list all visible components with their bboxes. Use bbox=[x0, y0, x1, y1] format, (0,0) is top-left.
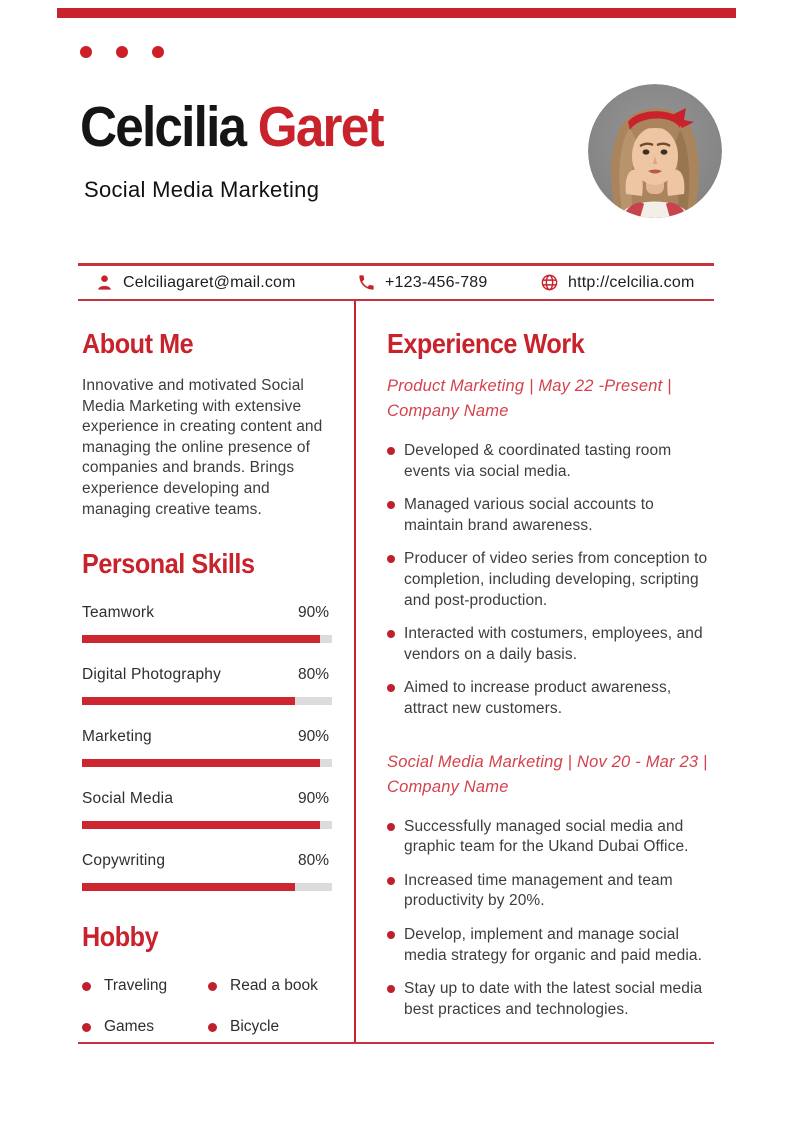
skill-percent: 80% bbox=[297, 852, 329, 870]
red-dot-icon bbox=[116, 46, 128, 58]
hobby-item bbox=[208, 977, 332, 995]
hobby-title: Hobby bbox=[82, 921, 159, 953]
skill-item bbox=[82, 852, 332, 891]
profile-photo bbox=[588, 84, 722, 218]
skill-bar-track bbox=[82, 883, 332, 891]
person-last-name: Garet bbox=[257, 95, 383, 159]
about-text: Innovative and motivated Social Media Marketing with extensive experience in creating content and managing the online presence of companies and brands. Brings experience developing and managing creative teams. bbox=[82, 377, 323, 518]
skill-percent: 80% bbox=[297, 666, 329, 684]
portrait-illustration bbox=[588, 84, 722, 218]
job-bullet: Producer of video series from conception to completion, including developing, scripting and post-production. bbox=[387, 549, 717, 611]
right-column bbox=[387, 328, 717, 1033]
hobby-label: Games bbox=[104, 1018, 154, 1036]
hobby-item bbox=[82, 1018, 208, 1036]
job-bullet-list bbox=[387, 817, 717, 1021]
job-bullet: Managed various social accounts to maintain brand awareness. bbox=[387, 495, 717, 536]
job-bullet: Interacted with costumers, employees, and vendors on a daily basis. bbox=[387, 624, 717, 665]
left-column bbox=[82, 328, 332, 1036]
skill-bar-fill bbox=[82, 759, 320, 767]
red-dot-icon bbox=[152, 46, 164, 58]
phone-text: +123-456-789 bbox=[385, 273, 488, 291]
job-title: Social Media Marketing bbox=[84, 177, 320, 202]
job-bullet: Develop, implement and manage social media strategy for organic and paid media. bbox=[387, 925, 717, 966]
skill-bar-track bbox=[82, 697, 332, 705]
hobby-item bbox=[82, 977, 208, 995]
skill-bar-fill bbox=[82, 883, 295, 891]
skill-percent: 90% bbox=[297, 604, 329, 622]
person-first-name: Celcilia bbox=[80, 95, 246, 159]
skill-label: Digital Photography bbox=[82, 666, 222, 684]
skill-bar-track bbox=[82, 821, 332, 829]
skill-bar-track bbox=[82, 635, 332, 643]
job-meta: Product Marketing | May 22 -Present | Company Name bbox=[387, 377, 672, 420]
hobby-label: Bicycle bbox=[230, 1018, 280, 1036]
bullet-dot-icon bbox=[208, 1023, 217, 1032]
globe-icon bbox=[540, 273, 559, 292]
job-bullet: Increased time management and team productivity by 20%. bbox=[387, 871, 717, 912]
skill-percent: 90% bbox=[297, 728, 329, 746]
skill-label: Teamwork bbox=[82, 604, 155, 622]
skills-title: Personal Skills bbox=[82, 548, 255, 580]
contact-website[interactable] bbox=[540, 273, 695, 292]
hobby-item bbox=[208, 1018, 332, 1036]
skill-bar-fill bbox=[82, 635, 320, 643]
skill-bar-fill bbox=[82, 821, 320, 829]
job-bullet: Aimed to increase product awareness, attract new customers. bbox=[387, 678, 717, 719]
contact-email[interactable] bbox=[95, 273, 357, 292]
skill-item bbox=[82, 728, 332, 767]
skill-item bbox=[82, 604, 332, 643]
about-title: About Me bbox=[82, 328, 194, 359]
skill-bar-track bbox=[82, 759, 332, 767]
bullet-dot-icon bbox=[82, 1023, 91, 1032]
experience-title: Experience Work bbox=[387, 328, 585, 359]
skills-list bbox=[82, 604, 332, 891]
job-meta: Social Media Marketing | Nov 20 - Mar 23 | Company Name bbox=[387, 752, 708, 796]
contact-phone[interactable] bbox=[357, 273, 540, 292]
person-name bbox=[80, 94, 383, 160]
hobby-label: Read a book bbox=[230, 977, 318, 995]
skill-item bbox=[82, 666, 332, 705]
email-text: Celciliagaret@mail.com bbox=[123, 273, 296, 291]
bullet-dot-icon bbox=[208, 982, 217, 991]
hobby-label: Traveling bbox=[104, 977, 168, 995]
person-icon bbox=[95, 273, 114, 292]
skill-bar-fill bbox=[82, 697, 295, 705]
job-bullet-list bbox=[387, 441, 717, 720]
hobby-list bbox=[82, 977, 332, 1036]
bullet-dot-icon bbox=[82, 982, 91, 991]
phone-icon bbox=[357, 273, 376, 292]
job-bullet: Successfully managed social media and graphic team for the Ukand Dubai Office. bbox=[387, 817, 717, 858]
skill-label: Marketing bbox=[82, 728, 152, 746]
skill-label: Copywriting bbox=[82, 852, 166, 870]
top-accent-bar bbox=[57, 8, 736, 18]
decorative-dots bbox=[80, 46, 164, 58]
skill-percent: 90% bbox=[297, 790, 329, 808]
contact-bar bbox=[78, 263, 714, 301]
column-divider bbox=[354, 301, 356, 1042]
skill-item bbox=[82, 790, 332, 829]
main-columns bbox=[78, 301, 714, 1044]
website-text: http://celcilia.com bbox=[568, 273, 695, 291]
skill-label: Social Media bbox=[82, 790, 174, 808]
red-dot-icon bbox=[80, 46, 92, 58]
job-bullet: Stay up to date with the latest social media best practices and technologies. bbox=[387, 979, 717, 1020]
job-bullet: Developed & coordinated tasting room events via social media. bbox=[387, 441, 717, 482]
